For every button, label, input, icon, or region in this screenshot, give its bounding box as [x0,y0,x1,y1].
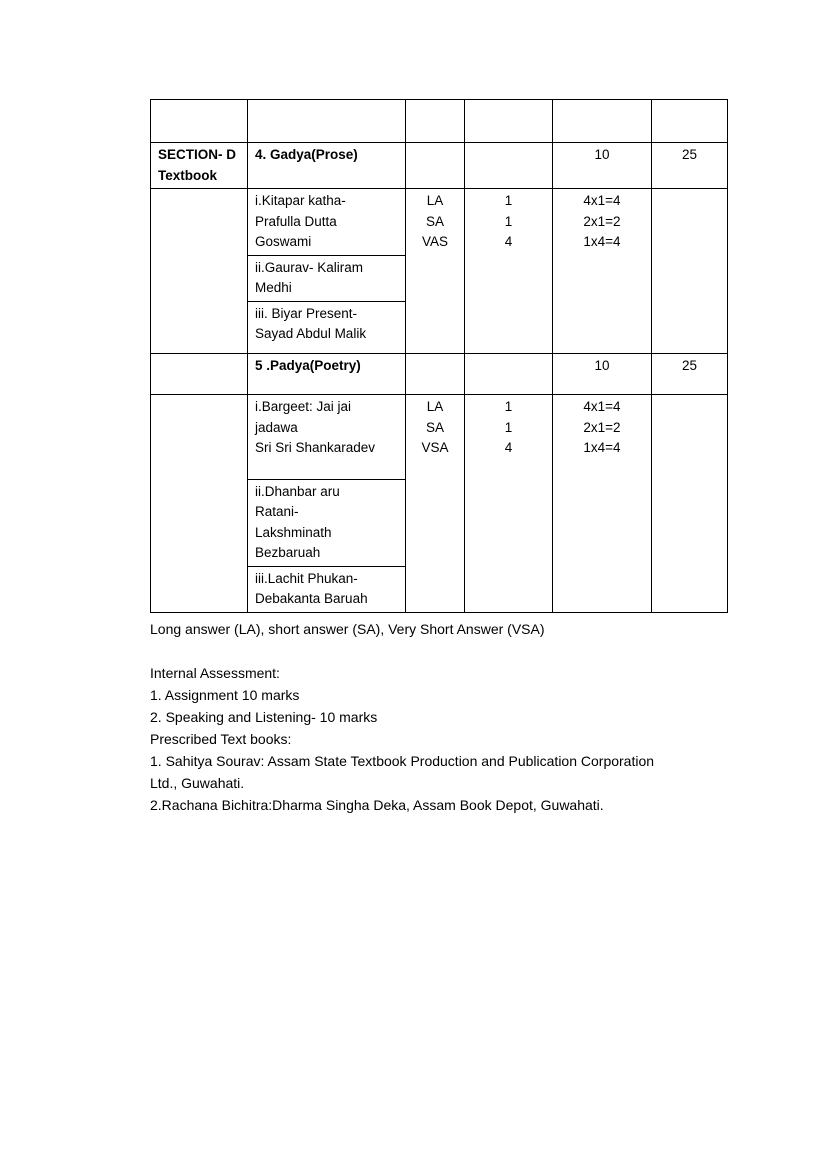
question-count: 1 [504,193,513,208]
table-cell [406,143,465,189]
lesson-item [248,480,405,567]
table-cell [465,354,553,395]
question-count: 4 [504,440,513,455]
lesson-item [248,302,405,347]
padya-title: 5 .Padya(Poetry) [248,354,406,395]
gadya-total: 25 [652,143,728,189]
lesson-text: i.Bargeet: Jai jai [255,399,352,414]
lesson-text: ii.Gaurav- Kaliram [255,259,364,275]
table-row-gadya-lessons [151,189,728,354]
section-label-cell [151,143,248,189]
section-label: SECTION- D [158,147,237,162]
lesson-text: Sri Sri Shankaradev [255,440,376,455]
lesson-item [248,189,405,256]
lesson-item [248,256,405,302]
syllabus-table [150,99,728,613]
textbook-item-continued: Ltd., Guwahati. [150,775,245,791]
textbook-item: 2.Rachana Bichitra:Dharma Singha Deka, Assam Book Depot, Guwahati. [150,797,604,813]
gadya-marks: 10 [553,143,652,189]
notes-block [150,618,750,816]
table-cell [465,100,553,143]
question-count: 4 [504,234,513,249]
marks-formula-cell [553,189,652,354]
question-count: 1 [504,399,513,414]
lesson-text: iii. Biyar Present- [255,305,358,321]
internal-assessment-item: 2. Speaking and Listening- 10 marks [150,709,378,725]
marks-formula: 4x1=4 [583,399,621,414]
table-cell [652,100,728,143]
lesson-text: iii.Lachit Phukan- [255,570,358,586]
padya-total: 25 [652,354,728,395]
table-cell [406,100,465,143]
textbook-item: 1. Sahitya Sourav: Assam State Textbook Production and Publication Corporation [150,753,655,769]
lesson-text: i.Kitapar katha- [255,193,346,208]
question-types-cell [406,189,465,354]
lesson-text: jadawa [255,419,298,435]
question-count: 1 [504,213,513,229]
table-row-padya-heading [151,354,728,395]
question-type: LA [426,193,444,208]
question-counts-cell [465,395,553,613]
padya-marks: 10 [553,354,652,395]
table-cell [151,189,248,354]
table-row-gadya-heading [151,143,728,189]
table-cell [151,354,248,395]
lesson-text: Debakanta Baruah [255,591,368,606]
table-cell [553,100,652,143]
marks-formula: 1x4=4 [583,440,621,455]
lesson-text: Medhi [255,280,292,295]
question-type: SA [425,419,444,435]
table-cell [652,189,728,354]
lesson-text: Sayad Abdul Malik [255,326,367,341]
marks-formula: 2x1=2 [583,213,621,229]
section-sublabel: Textbook [158,167,218,183]
question-types-cell [406,395,465,613]
question-counts-cell [465,189,553,354]
marks-formula: 1x4=4 [583,234,621,249]
table-cell [406,354,465,395]
table-row-empty [151,100,728,143]
question-type: VSA [421,440,449,455]
padya-lessons-cell [248,395,406,613]
lesson-item [248,567,405,612]
question-type: SA [425,213,444,229]
answer-legend: Long answer (LA), short answer (SA), Very Short Answer (VSA) [150,621,545,637]
table-cell [151,395,248,613]
question-type: LA [426,399,444,414]
question-count: 1 [504,419,513,435]
lesson-text: Bezbaruah [255,545,321,560]
lesson-item [248,395,405,480]
lesson-text: ii.Dhanbar aru [255,483,340,499]
question-type: VAS [421,234,448,249]
marks-formula-cell [553,395,652,613]
table-cell [652,395,728,613]
lesson-text: Prafulla Dutta [255,213,337,229]
table-cell [248,100,406,143]
internal-assessment-heading: Internal Assessment: [150,665,280,681]
lesson-text: Lakshminath [255,524,332,540]
table-cell [151,100,248,143]
marks-formula: 4x1=4 [583,193,621,208]
table-cell [465,143,553,189]
gadya-title: 4. Gadya(Prose) [248,143,406,189]
marks-formula: 2x1=2 [583,419,621,435]
lesson-text: Ratani- [255,504,299,519]
gadya-lessons-cell [248,189,406,354]
textbooks-heading: Prescribed Text books: [150,731,292,747]
internal-assessment-item: 1. Assignment 10 marks [150,687,300,703]
lesson-text: Goswami [255,234,312,249]
table-row-padya-lessons [151,395,728,613]
